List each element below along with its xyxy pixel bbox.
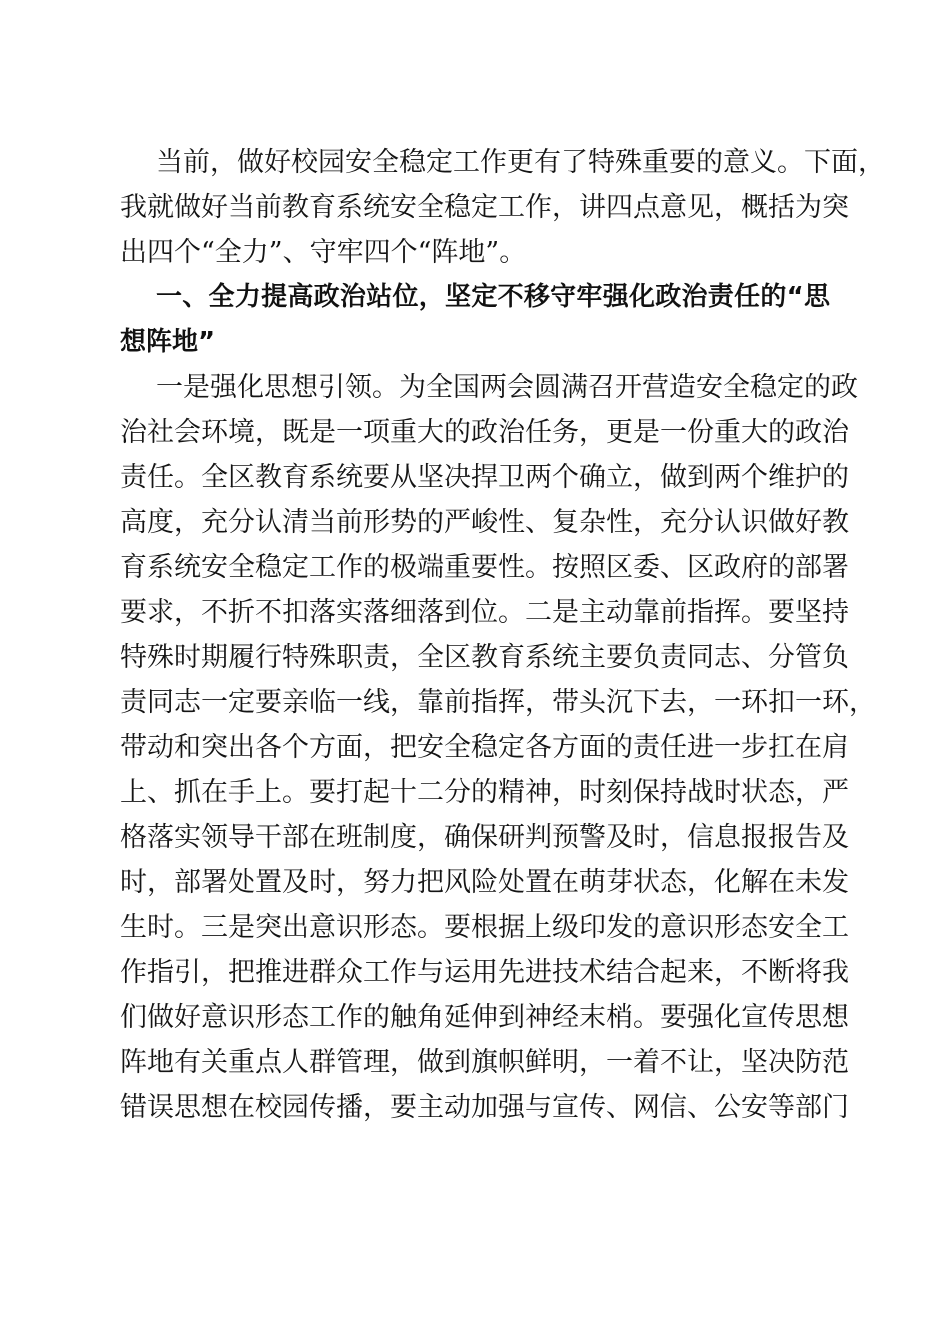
body-line-4: 高度，充分认清当前形势的严峻性、复杂性，充分认识做好教	[120, 507, 849, 538]
body-line-8: 责同志一定要亲临一线，靠前指挥，带头沉下去，一环扣一环，	[120, 687, 876, 718]
section-heading-line-2: 想阵地”	[120, 327, 216, 357]
body-line-6: 要求，不折不扣落实落细落到位。二是主动靠前指挥。要坚持	[120, 597, 849, 628]
intro-line-3: 出四个“全力”、守牢四个“阵地”。	[120, 237, 527, 268]
body-line-7: 特殊时期履行特殊职责，全区教育系统主要负责同志、分管负	[120, 642, 849, 673]
body-line-12: 时，部署处置及时，努力把风险处置在萌芽状态，化解在未发	[120, 867, 849, 898]
body-line-9: 带动和突出各个方面，把安全稳定各方面的责任进一步扛在肩	[120, 732, 849, 763]
body-line-2: 治社会环境，既是一项重大的政治任务，更是一份重大的政治	[120, 417, 849, 448]
body-line-3: 责任。全区教育系统要从坚决捍卫两个确立，做到两个维护的	[120, 462, 849, 493]
body-line-16: 阵地有关重点人群管理，做到旗帜鲜明，一着不让，坚决防范	[120, 1047, 849, 1078]
document-body	[120, 140, 885, 1130]
body-line-13: 生时。三是突出意识形态。要根据上级印发的意识形态安全工	[120, 912, 849, 943]
body-line-11: 格落实领导干部在班制度，确保研判预警及时，信息报报告及	[120, 822, 849, 853]
body-line-15: 们做好意识形态工作的触角延伸到神经末梢。要强化宣传思想	[120, 1002, 849, 1033]
body-line-1: 一是强化思想引领。为全国两会圆满召开营造安全稳定的政	[156, 372, 858, 403]
body-line-14: 作指引，把推进群众工作与运用先进技术结合起来，不断将我	[120, 957, 849, 988]
body-line-5: 育系统安全稳定工作的极端重要性。按照区委、区政府的部署	[120, 552, 849, 583]
intro-line-1: 当前，做好校园安全稳定工作更有了特殊重要的意义。下面，	[156, 147, 885, 178]
body-line-17: 错误思想在校园传播，要主动加强与宣传、网信、公安等部门	[120, 1092, 849, 1123]
body-line-10: 上、抓在手上。要打起十二分的精神，时刻保持战时状态，严	[120, 777, 849, 808]
section-heading-line-1: 一、全力提高政治站位，坚定不移守牢强化政治责任的“思	[156, 282, 830, 312]
intro-line-2: 我就做好当前教育系统安全稳定工作，讲四点意见，概括为突	[120, 192, 849, 223]
